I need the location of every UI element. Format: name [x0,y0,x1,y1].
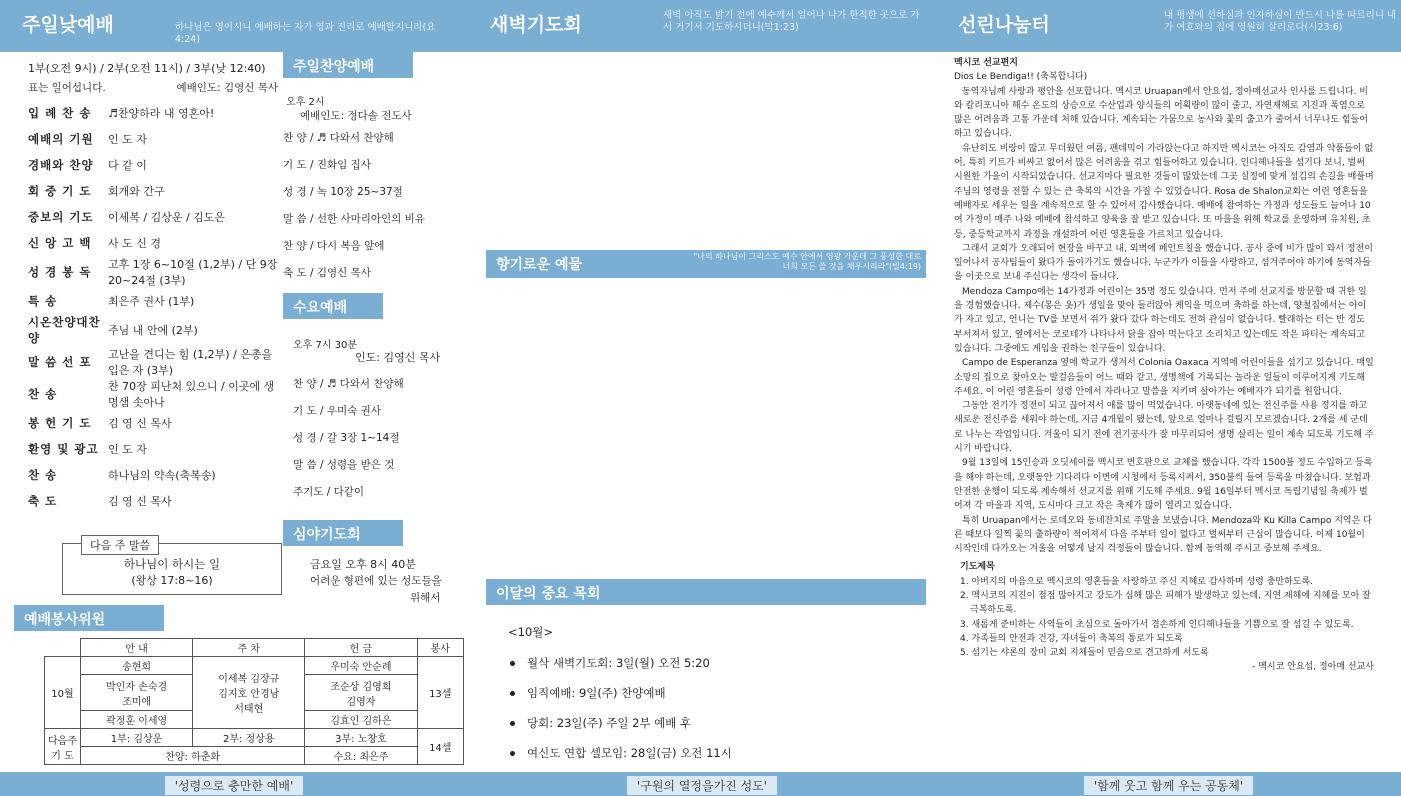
footer-dawn [468,772,936,796]
program-item: 말 씀 / 선한 사마리아인의 비유 [283,213,425,225]
worship-value: 다 같 이 [108,159,147,172]
mission-letter [954,56,1374,675]
worship-label: 환영 및 광고 [28,442,99,456]
worship-label: 경배와 찬양 [28,158,94,172]
letter-sign: - 멕시코 안요섭, 정아매 선교사 [1252,662,1374,673]
event-text: 월삭 새벽기도회: 3일(월) 오전 5:20 [527,656,710,670]
worship-value: 최은주 권사 (1부) [108,295,195,308]
wed-list [293,370,463,505]
program-item: 성 경 / 갈 3장 1~14절 [293,432,400,444]
title-sharing: 선린나눔터 [958,14,1050,36]
worship-order [28,60,278,514]
worship-label: 입 례 찬 송 [28,106,92,120]
worship-label: 말 씀 선 포 [28,355,92,369]
program-item: 찬 양 / ♬ 다와서 찬양해 [283,132,394,144]
worship-value: 사 도 신 경 [108,237,161,250]
letter-paragraph: 동역자님께 사랑과 평안을 선포합니다. 멕시코 Uruapan에서 안요섭, 정아매선교사 인사를 드립니다. 비와 칼리포니아 해수 온도의 상승으로 수산업과 양식들의 어획량이 많이 줄고, 자연재해로 지진과 폭염으로 많은 어려움과 고통 가운데 처해 있습니다. 계속되는 가뭄으로 농사와 꽃의 출고가 줄어서 너무나도 힘들어하고 있습니다. [954,86,1369,140]
offering-heading [486,250,926,278]
bullet-icon [510,721,515,726]
worship-value: 김 영 신 목사 [108,417,172,430]
worship-row [28,488,278,514]
events-month: <10월> [508,625,554,639]
night-desc-2: 위해서 [410,592,441,604]
title-sunday: 주일낮예배 [22,14,114,36]
worship-label: 신 앙 고 백 [28,236,92,250]
worship-row [28,230,278,256]
night-heading: 심야기도회 [283,520,403,546]
bullet-icon [510,751,515,756]
praise-leader: 예배인도: 정다솔 전도사 [300,110,412,122]
letter-paragraph: 특히 Uruapan에서는 로데오와 동네잔치로 주말을 보냈습니다. Mendoza와 Ku Killa Campo 지역은 다른 때보다 일찍 꽃의 출하량이 적어져서 다음 주부터 일이 없다고 벌써부터 근심이 많습니다. 이제 10월이 시작인데 다가오는 겨울을 어떻게 날지 걱정들이 많습니다. 함께 동역해 주시고 중보해 주세요. [954,515,1372,555]
svc-head-parking: 주 차 [193,639,305,657]
wed-heading: 수요예배 [283,293,383,319]
event-item [510,648,930,678]
worship-row [28,178,278,204]
letter-paragraph: 유난히도 비랑이 많고 무더웠던 여름, 팬데믹이 가라앉는다고 하지만 멕시코는 아직도 감염과 약품들이 없어, 특히 키트가 비싸고 없어서 많은 어려움을 겪고 힘들어하고 있습니다. 인디헤나들을 섬기다 보니, 벌써 시원한 가을이 시작되었습니다. 선교지마다 필요한 것들이 많았는데 그곳 실정에 맞게 섬김의 손길을 배풀며 주님의 영령을 전할 수 있는 큰 축복의 시간을 가질 수 있었습니다. Rosa de Shalon교회는 어린 영혼들을 예배자로 세우는 일을 계속적으로 할 수 있어서 감사했습니다. 예배에 참여하는 가정과 성도들도 늘어나 10여 가정이 매주 나와 예배에 참석하고 양육을 잘 받고 있습니다. 또 마을을 위해 학교를 운영하며 유치원, 초등, 중등학교까지 과정을 개설하여 어린 영혼들을 가르치고 있습니다. [954,143,1374,240]
worship-value: 하나님의 약속(축복송) [108,469,216,482]
svc-head-offering: 헌 금 [305,639,417,657]
letter-title: 멕시코 선교편지 [954,58,1018,68]
worship-label: 축 도 [28,494,58,508]
header-dawn [468,0,936,52]
praise-heading: 주일찬양예배 [283,52,413,78]
worship-row [28,126,278,152]
program-item: 찬 양 / 다시 복음 앞에 [283,240,385,252]
praise-list [283,124,463,286]
next-week-title: 하나님이 하시는 일 [123,557,221,571]
program-item: 기 도 / 진화임 집사 [283,159,371,171]
svc-cell: 13셀 [417,657,463,729]
worship-row [28,314,278,346]
offering-verse: "나의 하나님이 그리스도 예수 안에서 영광 가운데 그 풍성한 대로 너희 모든 쓸 것을 채우시리라"(빌4:19) [693,252,921,271]
worship-value: 고후 1장 6~10절 (1,2부) / 단 9장 20~24절 (3부) [108,258,278,287]
svc-head-usher: 안 내 [81,639,193,657]
service-table [44,638,464,765]
letter-paragraph: 그동안 전기가 정전이 되고 끊어져서 애를 많이 먹었습니다. 아랫동네에 있는 전신주를 사용 정지를 하고 새로운 전신주를 세워야 하는데, 지금 4개월이 됐는데, 앞으로 얼마나 걸릴지 모르겠습니다. 2개를 세 군데로 나누는 작업입니다. 겨울이 되기 전에 전기공사가 잘 마무리되어 생명 살리는 일이 계속 되도록 기도해 주시기 바랍니다. [954,401,1374,455]
bullet-icon [510,691,515,696]
events-list [510,648,930,768]
wed-time: 오후 7시 30분 [293,340,358,351]
event-text: 여신도 연합 셀모임: 28일(금) 오전 11시 [527,746,732,760]
worship-row [28,204,278,230]
program-item: 말 씀 / 성령을 받은 것 [293,459,395,471]
program-item: 기 도 / 우미숙 권사 [293,405,381,417]
worship-row [28,410,278,436]
verse-dawn: 새벽 아직도 밝기 전에 예수께서 일어나 나가 한적한 곳으로 가서 거기서 기도하시더니(막1:23) [663,10,920,33]
event-text: 임직예배: 9일(주) 찬양예배 [527,686,666,700]
event-item [510,708,930,738]
worship-label: 특 송 [28,294,58,308]
prayer-item: 2. 멕시코의 지진이 점점 많아지고 강도가 심해 많은 피해가 발생하고 있는데, 지연 재해에 지혜를 모아 잘 극복하도록. [960,590,1371,616]
worship-row [28,436,278,462]
svc-cell: 곽정훈 이세영 [81,711,193,729]
night-desc: 어려운 형편에 있는 성도들을 [310,575,442,587]
footer-sharing [936,772,1401,796]
svc-cell: 3부: 노창호 [305,729,417,747]
service-committee-heading: 예배봉사위원 [14,605,164,631]
bullet-icon [510,661,515,666]
worship-row [28,152,278,178]
svc-cell: 우미숙 안순례 [305,657,417,675]
header-sharing [936,0,1401,52]
worship-label: 찬 송 [28,387,58,401]
worship-label: 봉 헌 기 도 [28,416,92,430]
verse-sharing: 내 평생에 선하심과 인자하심이 반드시 나를 따르리니 내가 여호와의 집에 영원히 살리로다(시23:6) [1164,10,1397,33]
title-dawn: 새벽기도회 [490,14,582,36]
night-time: 금요일 오후 8시 40분 [310,558,416,571]
worship-row [28,100,278,126]
worship-row [28,346,278,378]
svc-head-cell: 봉사 [417,639,463,657]
program-item: 성 경 / 녹 10장 25~37절 [283,186,403,198]
prayer-item: 4. 가족들의 안전과 건강, 자녀들이 축복의 통로가 되도록 [960,633,1183,644]
prayer-title: 기도제목 [960,562,995,573]
column-sharing [936,0,1401,796]
events-heading: 이달의 중요 목회 [486,579,926,605]
worship-value: 회개와 간구 [108,185,165,198]
worship-label: 회 중 기 도 [28,184,92,198]
next-week-label: 다음 주 말씀 [81,535,159,555]
praise-time: 오후 2시 [286,97,325,108]
column-dawn [468,0,936,796]
svc-cell: 송현희 [81,657,193,675]
worship-value: 김 영 신 목사 [108,495,172,508]
svc-month: 10월 [45,657,81,729]
worship-label: 찬 송 [28,468,58,482]
column-sunday [0,0,468,796]
worship-row [28,378,278,410]
worship-label: 예배의 기원 [28,132,94,146]
sunday-leader: 예배인도: 김영신 목사 [176,82,278,94]
svc-cell: 이세복 김장규 김지호 안경남 서태현 [193,657,305,729]
footer-sunday [0,772,468,796]
worship-row [28,288,278,314]
rise-note: 표는 일어섭니다. [28,82,106,94]
event-item [510,738,930,768]
svc-cell: 1부: 김상운 [81,729,193,747]
wed-leader: 인도: 김영신 목사 [355,351,441,364]
worship-value: 찬 70장 피난처 있으니 / 이곳에 생명샘 솟아나 [108,380,275,409]
worship-value: 인 도 자 [108,443,147,456]
worship-value: ♬찬양하라 내 영혼아! [108,107,215,120]
worship-value: 주님 내 안에 (2부) [108,324,198,337]
letter-paragraph: Campo de Esperanza 옆에 학교가 생겨서 Colonia Oaxaca 지역에 어린이들을 섬기고 있습니다. 매일 소망의 집으로 찾아오는 발걸음들이 어느 때와 같고, 생명책에 기록되는 놀라운 일들이 이루어지게 기도해 주세요. 이 어린 영혼들이 성령 안에서 자라나고 말씀을 지키며 살아가는 예배자가 되기를 원합니다. [954,358,1374,397]
prayer-item: 1. 아버지의 마음으로 멕시코의 영혼들을 사랑하고 주신 지혜로 감사하며 성령 충만하도록. [960,576,1314,587]
svc-next-label: 다음주 기 도 [45,729,81,765]
worship-row [28,462,278,488]
footer-slogan: '함께 웃고 함께 우는 공동체' [1084,776,1253,795]
svc-cell: 14셀 [417,729,463,765]
footer-slogan: '성령으로 충만한 예배' [165,776,304,795]
footer-slogan: '구원의 열정을가진 성도' [627,776,777,795]
event-text: 당회: 23일(주) 주일 2부 예배 후 [527,716,692,730]
svc-cell: 박인자 손숙경 조미애 [81,675,193,711]
next-week-ref: (왕상 17:8~16) [131,574,213,587]
letter-paragraph: 9월 13일에 15인승과 오딧세이를 멕시코 번호판으로 교체를 했습니다. 각각 1500불 정도 수입하고 등록을 해야 하는데, 오랫동안 기다리다 이번에 시청에서 등록시켜서, 350불씩 들여 등록을 마쳤습니다. 보험과 안전한 운행이 되도록 계속해서 선교지를 위해 기도해 주세요. 9월 16일부터 멕시코 독립기념일 축제가 벌어져 각 마을과 지역, 도시마다 크고 작은 축제가 많이 열리고 있습니다. [954,458,1373,512]
worship-row [28,256,278,288]
service-times: 1부(오전 9시) / 2부(오전 11시) / 3부(낮 12:40) [28,62,266,75]
program-item: 주기도 / 다같이 [293,486,365,498]
offering-title: 향기로운 예물 [496,257,583,273]
prayer-item: 5. 섬기는 샤론의 장미 교회 지체들이 믿음으로 견고하게 서도록 [960,648,1209,659]
worship-value: 인 도 자 [108,133,147,146]
svc-cell: 수요: 최은주 [305,747,417,765]
letter-greeting: Dios Le Bendiga!! (축복합니다) [954,72,1088,83]
prayer-item: 3. 새롭게 준비하는 사역들이 초심으로 돌아가서 겸손하게 인디헤나들을 기쁨으로 잘 섬길 수 있도록. [960,619,1354,630]
svc-cell: 조순상 김영희 김영자 [305,675,417,711]
program-item: 찬 양 / ♬ 다와서 찬양해 [293,378,404,390]
program-item: 축 도 / 김영신 목사 [283,267,371,279]
event-item [510,678,930,708]
worship-value: 이세복 / 김상운 / 김도은 [108,211,226,224]
svc-cell: 찬양: 하춘화 [81,747,305,765]
worship-label: 시온찬양대찬양 [28,315,101,345]
svc-cell: 김효인 김하은 [305,711,417,729]
svc-cell: 2부: 정상용 [193,729,305,747]
header-sunday [0,0,468,52]
letter-paragraph: 그래서 교회가 오래되어 현장을 바꾸고 내, 외벽에 페인트칠을 했습니다. 공사 중에 비가 많이 와서 정전이 일어나서 공사팀들이 왔다가 돌아가기도 했습니다. 누군가가 이들을 사랑하고, 섬겨주어야 하기에 동역자들을 이곳으로 보내 주신다는 생각이 듭니다. [954,243,1373,283]
worship-value: 고난을 견디는 힘 (1,2부) / 은총을 입은 자 (3부) [108,348,273,377]
worship-label: 성 경 봉 독 [28,265,92,279]
verse-sunday: 하나님은 영이시니 예배하는 자가 영과 진리로 예배할지니라(요4:24) [175,22,436,45]
worship-label: 중보의 기도 [28,210,94,224]
next-week-box [62,539,282,595]
letter-paragraph: Mendoza Campo에는 14가정과 어린이는 35명 정도 있습니다. 먼저 주에 선교지를 방문할 때 귀한 일을 경험했습니다. 제수(봉은 옷)가 생일을 맞아 들러앉아 케익을 먹으며 축하를 하는데, 양철집에서는 아이가 자고 있고, 언니는 TV를 보면서 쥐가 왔다 갔다 하는데도 전혀 관심이 없습니다. 빨래하는 터는 반 정도 부서져서 있고, 옆에서는 코로테가 나타나서 닭을 잡아 먹는다고 소리치고 있는데도 작은 파티는 계속되고 있습니다. 그중에도 게임을 권하는 친구들이 있습니다. [954,286,1367,354]
